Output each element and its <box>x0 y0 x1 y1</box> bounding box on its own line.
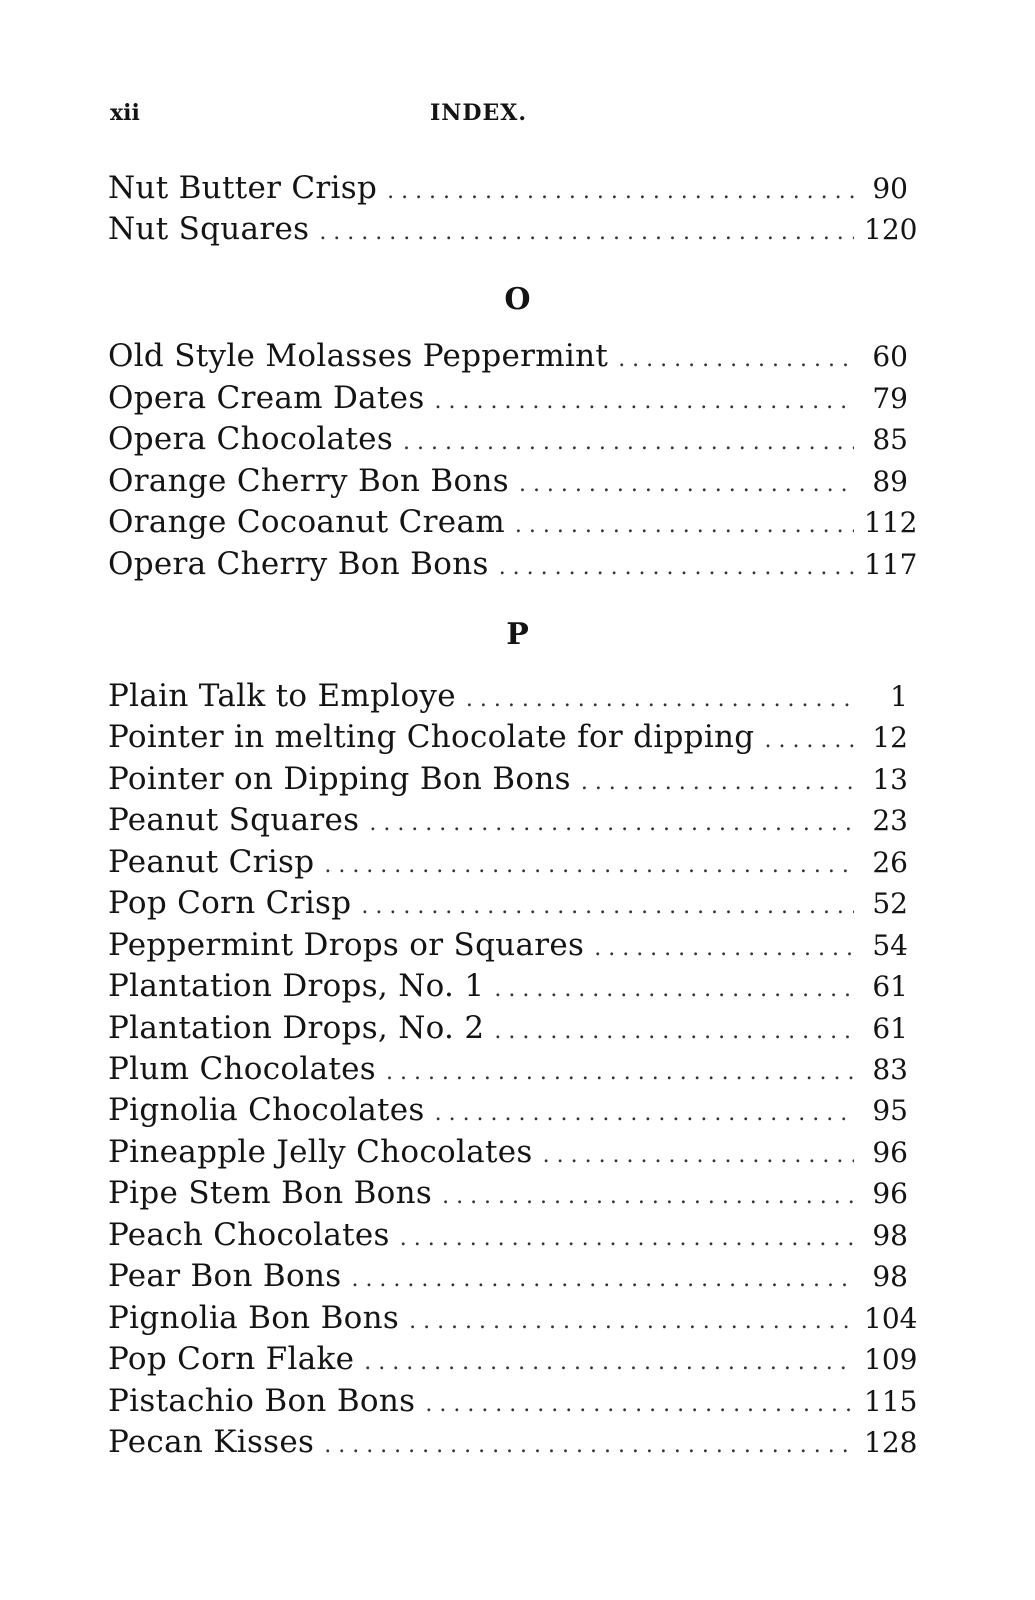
entry-page: 98 <box>872 1219 908 1252</box>
entry-label: Peppermint Drops or Squares <box>108 927 585 963</box>
dot-leader <box>319 212 854 254</box>
dot-leader <box>543 1135 854 1177</box>
entry-label: Orange Cocoanut Cream <box>108 504 505 540</box>
entry-page: 90 <box>872 172 908 205</box>
entry-page: 98 <box>872 1260 908 1293</box>
dot-leader <box>425 1384 854 1426</box>
entry-label: Orange Cherry Bon Bons <box>108 463 509 499</box>
dot-leader <box>494 969 854 1011</box>
dot-leader <box>764 720 854 762</box>
entry-page: 61 <box>872 1012 908 1045</box>
section-letter-o: O <box>504 282 531 317</box>
entry-label: Old Style Molasses Peppermint <box>108 338 609 374</box>
entry-label: Pointer in melting Chocolate for dipping <box>108 719 755 755</box>
entry-page: 26 <box>872 846 908 879</box>
entry-label: Pear Bon Bons <box>108 1258 342 1294</box>
dot-leader <box>499 547 854 589</box>
entry-page: 89 <box>872 465 908 498</box>
entry-label: Plantation Drops, No. 1 <box>108 968 485 1004</box>
index-entry <box>108 965 908 1007</box>
index-entry <box>108 1421 918 1463</box>
entry-label: Plain Talk to Employe <box>108 678 456 714</box>
index-entry <box>108 882 908 924</box>
index-entry <box>108 1007 908 1049</box>
page-title: INDEX. <box>430 100 527 126</box>
index-entry <box>108 208 918 250</box>
entry-page: 1 <box>890 680 908 713</box>
entry-page: 52 <box>872 887 908 920</box>
entry-page: 95 <box>872 1094 908 1127</box>
entry-label: Peach Chocolates <box>108 1217 390 1253</box>
entry-page: 23 <box>872 804 908 837</box>
dot-leader <box>386 1052 854 1094</box>
entry-label: Pecan Kisses <box>108 1424 315 1460</box>
dot-leader <box>466 679 854 721</box>
entry-page: 54 <box>872 929 908 962</box>
index-entry <box>108 1048 908 1090</box>
entry-page: 79 <box>872 382 908 415</box>
dot-leader <box>519 464 854 506</box>
entry-page: 96 <box>872 1136 908 1169</box>
index-entry <box>108 716 908 758</box>
dot-leader <box>442 1176 854 1218</box>
index-entry <box>108 924 908 966</box>
dot-leader <box>409 1301 854 1343</box>
entry-page: 112 <box>864 506 918 539</box>
entry-page: 12 <box>872 721 908 754</box>
dot-leader <box>324 1425 854 1467</box>
index-entry <box>108 799 908 841</box>
index-entry <box>108 335 908 377</box>
entry-page: 96 <box>872 1177 908 1210</box>
dot-leader <box>435 1093 854 1135</box>
entry-label: Opera Cream Dates <box>108 380 425 416</box>
entry-page: 60 <box>872 340 908 373</box>
entry-page: 120 <box>864 213 918 246</box>
entry-label: Pop Corn Flake <box>108 1341 355 1377</box>
entry-label: Nut Butter Crisp <box>108 170 378 206</box>
entry-page: 128 <box>864 1426 918 1459</box>
dot-leader <box>369 803 854 845</box>
dot-leader <box>351 1259 854 1301</box>
dot-leader <box>435 381 854 423</box>
dot-leader <box>361 886 854 928</box>
index-entry <box>108 1338 918 1380</box>
entry-label: Peanut Squares <box>108 802 360 838</box>
entry-label: Pipe Stem Bon Bons <box>108 1175 433 1211</box>
index-entry <box>108 377 908 419</box>
dot-leader <box>515 505 854 547</box>
entry-page: 115 <box>864 1385 918 1418</box>
dot-leader <box>581 762 854 804</box>
entry-label: Pignolia Bon Bons <box>108 1300 400 1336</box>
entry-label: Opera Chocolates <box>108 421 394 457</box>
entry-label: Pistachio Bon Bons <box>108 1383 416 1419</box>
index-entry <box>108 1131 908 1173</box>
entry-page: 85 <box>872 423 908 456</box>
entry-page: 109 <box>864 1343 918 1376</box>
entry-label: Nut Squares <box>108 211 310 247</box>
page-header <box>110 100 910 132</box>
page-number: xii <box>110 100 140 126</box>
dot-leader <box>403 422 854 464</box>
entry-label: Plantation Drops, No. 2 <box>108 1010 485 1046</box>
entry-label: Peanut Crisp <box>108 844 315 880</box>
dot-leader <box>594 928 854 970</box>
entry-page: 13 <box>872 763 908 796</box>
dot-leader <box>618 339 854 381</box>
entry-label: Pop Corn Crisp <box>108 885 352 921</box>
index-entry <box>108 501 918 543</box>
index-entry <box>108 1214 908 1256</box>
entry-label: Opera Cherry Bon Bons <box>108 546 489 582</box>
index-entry <box>108 841 908 883</box>
dot-leader <box>364 1342 854 1384</box>
entry-page: 61 <box>872 970 908 1003</box>
index-entry <box>108 758 908 800</box>
entry-label: Pineapple Jelly Chocolates <box>108 1134 533 1170</box>
entry-page: 83 <box>872 1053 908 1086</box>
entry-page: 117 <box>864 548 918 581</box>
index-entry <box>108 1089 908 1131</box>
index-entry <box>108 675 908 717</box>
index-entry <box>108 460 908 502</box>
entry-page: 104 <box>864 1302 918 1335</box>
index-entry <box>108 1255 908 1297</box>
index-entry <box>108 1297 918 1339</box>
entry-label: Pointer on Dipping Bon Bons <box>108 761 571 797</box>
dot-leader <box>387 171 854 213</box>
section-letter-p: P <box>506 617 529 652</box>
index-entry <box>108 1172 908 1214</box>
index-entry <box>108 543 918 585</box>
dot-leader <box>494 1011 854 1053</box>
dot-leader <box>324 845 854 887</box>
index-entry <box>108 418 908 460</box>
entry-label: Pignolia Chocolates <box>108 1092 425 1128</box>
index-entry <box>108 167 908 209</box>
dot-leader <box>400 1218 854 1260</box>
entry-label: Plum Chocolates <box>108 1051 376 1087</box>
index-entry <box>108 1380 918 1422</box>
